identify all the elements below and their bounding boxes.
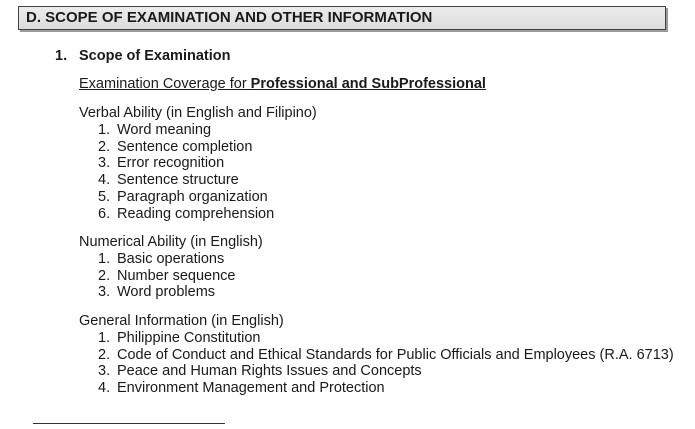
- item-text: Word problems: [117, 284, 216, 301]
- item-number: 2.: [98, 138, 111, 155]
- coverage-prefix: Examination Coverage for: [79, 76, 251, 92]
- item-text: Word meaning: [117, 121, 212, 138]
- coverage-levels: Professional and SubProfessional: [250, 76, 486, 92]
- item-number: 2.: [98, 267, 111, 284]
- item-number: 3.: [98, 363, 111, 380]
- verbal-ability-list: [79, 122, 681, 223]
- item-number: 1.: [98, 250, 111, 267]
- item-number: 5.: [98, 188, 111, 205]
- group-title: Verbal Ability (in English and Filipino): [79, 105, 317, 121]
- item-text: Environment Management and Protection: [117, 380, 385, 397]
- list-item: [79, 139, 681, 156]
- item-text: Peace and Human Rights Issues and Concepts: [117, 363, 422, 380]
- item-text: Number sequence: [117, 267, 236, 284]
- general-information-list: [79, 330, 681, 397]
- item-text: Error recognition: [117, 155, 225, 172]
- list-item: [79, 206, 681, 223]
- list-item: [79, 363, 681, 380]
- list-item: [79, 189, 681, 206]
- numerical-ability-list: [79, 251, 681, 301]
- general-information-group: [79, 313, 681, 397]
- item-text: Paragraph organization: [117, 188, 268, 205]
- coverage-heading: [79, 76, 486, 92]
- list-item: [79, 122, 681, 139]
- subsection-heading: [55, 48, 230, 64]
- section-header: [18, 6, 666, 30]
- list-item: [79, 347, 681, 364]
- item-text: Sentence completion: [117, 138, 253, 155]
- verbal-ability-group: [79, 105, 681, 223]
- item-number: 4.: [98, 172, 111, 189]
- item-number: 3.: [98, 155, 111, 172]
- list-item: [79, 380, 681, 397]
- list-item: [79, 268, 681, 285]
- section-title: D. SCOPE OF EXAMINATION AND OTHER INFORMATION: [26, 9, 433, 26]
- item-number: 3.: [98, 284, 111, 301]
- item-text: Basic operations: [117, 250, 225, 267]
- item-text: Sentence structure: [117, 172, 239, 189]
- subsection-number: 1.: [55, 48, 68, 64]
- group-title: General Information (in English): [79, 313, 284, 329]
- item-number: 2.: [98, 346, 111, 363]
- group-title: Numerical Ability (in English): [79, 234, 263, 250]
- list-item: [79, 330, 681, 347]
- item-number: 4.: [98, 380, 111, 397]
- item-number: 1.: [98, 121, 111, 138]
- numerical-ability-group: [79, 234, 681, 301]
- item-text: Reading comprehension: [117, 205, 275, 222]
- list-item: [79, 155, 681, 172]
- list-item: [79, 251, 681, 268]
- item-number: 6.: [98, 205, 111, 222]
- list-item: [79, 284, 681, 301]
- item-text: Philippine Constitution: [117, 329, 261, 346]
- list-item: [79, 172, 681, 189]
- footnote-divider: [33, 423, 225, 424]
- item-number: 1.: [98, 329, 111, 346]
- item-text: Code of Conduct and Ethical Standards for Public Officials and Employees (R.A. 6713): [117, 346, 674, 363]
- subsection-title: Scope of Examination: [79, 48, 231, 64]
